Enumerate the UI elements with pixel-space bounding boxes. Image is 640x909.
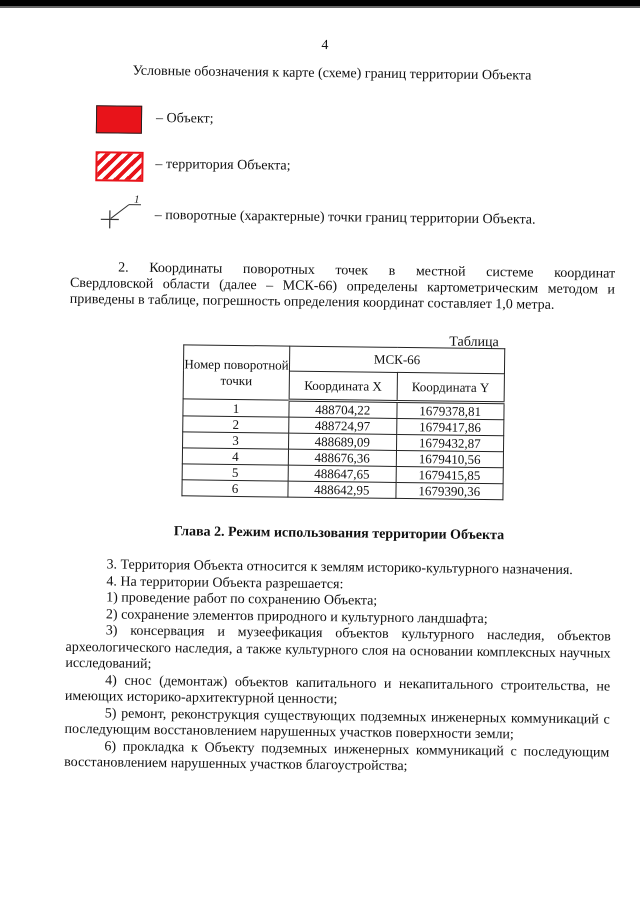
table-cell: 2 [183,416,289,433]
legend-item-label: – Объект; [156,111,214,128]
table-cell: 1 [183,399,289,417]
page-number: 4 [5,34,640,58]
paragraph-text: Свердловской области (далее – МСК-66) определены картометрическим методом и приведены в таблице, погрешность определения координат составляет 1,0 метра. [70,276,615,315]
legend-item-label: – поворотные (характерные) точки границ территории Объекта. [155,208,536,229]
header-system: МСК-66 [289,346,504,374]
table-cell: 5 [182,464,288,481]
legend-item-label: – территория Объекта; [155,157,290,175]
territory-symbol [95,151,143,182]
list-item: 2) сохранение элементов природного и культурного ландшафта; [66,606,611,629]
turning-point-icon [97,193,143,230]
table-cell: 1679415,85 [396,466,504,483]
object-symbol [96,105,142,134]
paragraph-item-4: 4. На территории Объекта разрешается: [66,573,611,596]
table-cell: 488676,36 [288,449,396,466]
list-item: 4) снос (демонтаж) объектов капитального и некапитального строительства, не имеющих историко-архитектурной ценности; [65,672,610,712]
list-item: 6) прокладка к Объекту подземных инженерных коммуникаций с последующим восстановлением нарушенных участков благоустройства; [64,738,609,778]
table-cell: 3 [183,432,289,449]
header-x: Координата X [289,371,397,401]
coordinates-table [181,344,505,500]
list-item: 1) проведение работ по сохранению Объекта; [66,590,611,613]
table-cell: 1679378,81 [396,401,504,419]
chapter-body [64,557,612,778]
table-caption: Таблица [449,335,499,352]
table-cell: 4 [182,448,288,465]
table-cell: 488704,22 [289,400,397,418]
turning-point-label: 1 [134,194,140,206]
section-2-paragraph [70,260,616,315]
list-item: 3) консервация и музеефикация объектов культурного наследия, объектов археологического наследия, а также культурного слоя на основании комплексных научных исследований; [65,623,611,679]
paragraph-item-3: 3. Территория Объекта относится к землям историко-культурного назначения. [66,557,611,580]
paragraph-line: 2. Координаты поворотных точек в местной системе координат [70,260,615,283]
chapter-title: Глава 2. Режим использования территории Объекта [0,522,640,546]
list-item: 5) ремонт, реконструкция существующих подземных инженерных коммуникаций с последующим восстановлением нарушенных участков поверхности земли; [64,705,609,745]
table-row [182,480,503,500]
table-cell: 488689,09 [289,433,397,450]
table-cell: 1679410,56 [396,450,504,467]
table-cell: 6 [182,480,288,497]
table-cell: 1679390,36 [395,482,503,499]
table-cell: 1679417,86 [396,418,504,435]
table-cell: 488724,97 [289,417,397,434]
header-y: Координата Y [397,372,505,402]
table-cell: 488647,65 [288,465,396,482]
table-cell: 1679432,87 [396,434,504,451]
table-cell: 488642,95 [288,481,396,498]
legend-title: Условные обозначения к карте (схеме) границ территории Объекта [133,64,532,85]
legend-item-points [95,195,615,229]
header-point: Номер поворотной точки [183,345,290,400]
